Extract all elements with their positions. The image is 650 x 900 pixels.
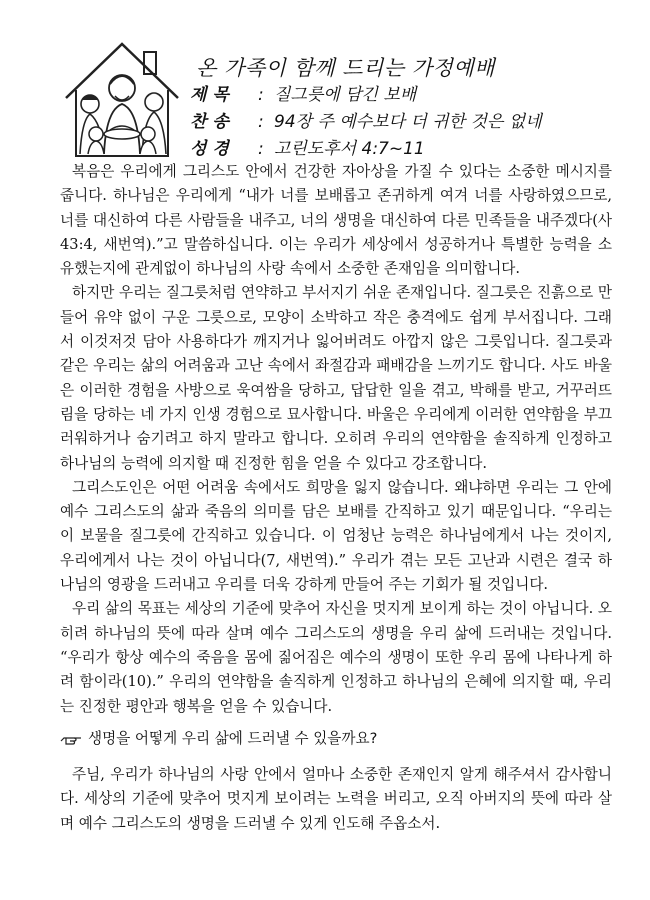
- hymn-value: 94장 주 예수보다 더 귀한 것은 없네: [274, 112, 542, 132]
- closing-prayer: 주님, 우리가 하나님의 사랑 안에서 얼마나 소중한 존재인지 알게 해주셔서 감사합니다. 세상의 기준에 맞추어 멋지게 보이려는 노력을 버리고, 오직 아버지의 뜻에 따라 살며 예수 그리스도의 생명을 드러낼 수 있게 인도해 주옵소서.: [60, 766, 612, 832]
- scripture-label: 성 경: [190, 139, 229, 159]
- family-house-illustration: [60, 38, 184, 164]
- subject-value: 질그릇에 담긴 보배: [274, 85, 417, 105]
- hymn-label: 찬 송: [190, 112, 229, 132]
- paragraph: 우리 삶의 목표는 세상의 기준에 맞추어 자신을 멋지게 보이게 하는 것이 아닙니다. 오히려 하나님의 뜻에 따라 살며 예수 그리스도의 생명을 우리 삶에 드러내는 것입니다. “우리가 항상 예수의 죽음을 몸에 짊어짐은 예수의 생명이 또한 우리 몸에 나타나게 하려 함이라(10).” 우리의 연약함을 솔직하게 인정하고 하나님의 은혜에 의지할 때, 우리는 진정한 평안과 행복을 얻을 수 있습니다.: [60, 600, 612, 715]
- subject-row: [190, 82, 630, 109]
- scripture-row: [190, 136, 630, 163]
- sermon-body: [60, 160, 612, 836]
- scripture-value: 고린도후서 4:7~11: [274, 139, 425, 159]
- worship-header: [190, 54, 630, 163]
- paragraph: 복음은 우리에게 그리스도 안에서 건강한 자아상을 가질 수 있다는 소중한 메시지를 줍니다. 하나님은 우리에게 “내가 너를 보배롭고 존귀하게 여겨 너를 사랑하였으므로, 너를 대신하여 다른 사람들을 내주고, 너의 생명을 대신하여 다른 민족들을 내주겠다(사 43:4, 새번역).”고 말씀하십니다. 이는 우리가 세상에서 성공하거나 특별한 능력을 소유했는지에 관계없이 하나님의 사랑 속에서 소중한 존재임을 의미합니다.: [60, 163, 612, 278]
- discussion-question: [60, 727, 612, 751]
- subject-colon: :: [258, 85, 264, 105]
- subject-label: 제 목: [190, 85, 229, 105]
- scripture-colon: :: [258, 139, 264, 159]
- hymn-row: [190, 109, 630, 136]
- question-text: 생명을 어떻게 우리 삶에 드러낼 수 있을까요?: [88, 729, 378, 747]
- paragraph: 그리스도인은 어떤 어려움 속에서도 희망을 잃지 않습니다. 왜냐하면 우리는 그 안에 예수 그리스도의 삶과 죽음의 의미를 담은 보배를 간직하고 있기 때문입니다. “우리는 이 보물을 질그릇에 간직하고 있습니다. 이 엄청난 능력은 하나님에게서 나는 것이지, 우리에게서 나는 것이 아닙니다(7, 새번역).” 우리가 겪는 모든 고난과 시련은 결국 하나님의 영광을 드러내고 우리를 더욱 강하게 만들어 주는 기회가 될 것입니다.: [60, 478, 612, 594]
- paragraph: 하지만 우리는 질그릇처럼 연약하고 부서지기 쉬운 존재입니다. 질그릇은 진흙으로 만들어 유약 없이 구운 그릇으로, 모양이 소박하고 작은 충격에도 쉽게 부서집니다. 그래서 이것저것 담아 사용하다가 깨지거나 잃어버려도 아깝지 않은 그릇입니다. 질그릇과 같은 우리는 삶의 어려움과 고난 속에서 좌절감과 패배감을 느끼기도 합니다. 사도 바울은 이러한 경험을 사방으로 욱여쌈을 당하고, 답답한 일을 겪고, 박해를 받고, 거꾸러뜨림을 당하는 네 가지 인생 경험으로 묘사합니다. 바울은 우리에게 이러한 연약함을 부끄러워하거나 숨기려고 하지 말라고 합니다. 오히려 우리의 연약함을 솔직하게 인정하고 하나님의 능력에 의지할 때 진정한 힘을 얻을 수 있다고 강조합니다.: [60, 284, 612, 472]
- hymn-colon: :: [258, 112, 264, 132]
- pointing-hand-icon: [60, 732, 82, 746]
- page-title: 온 가족이 함께 드리는 가정예배: [196, 56, 495, 80]
